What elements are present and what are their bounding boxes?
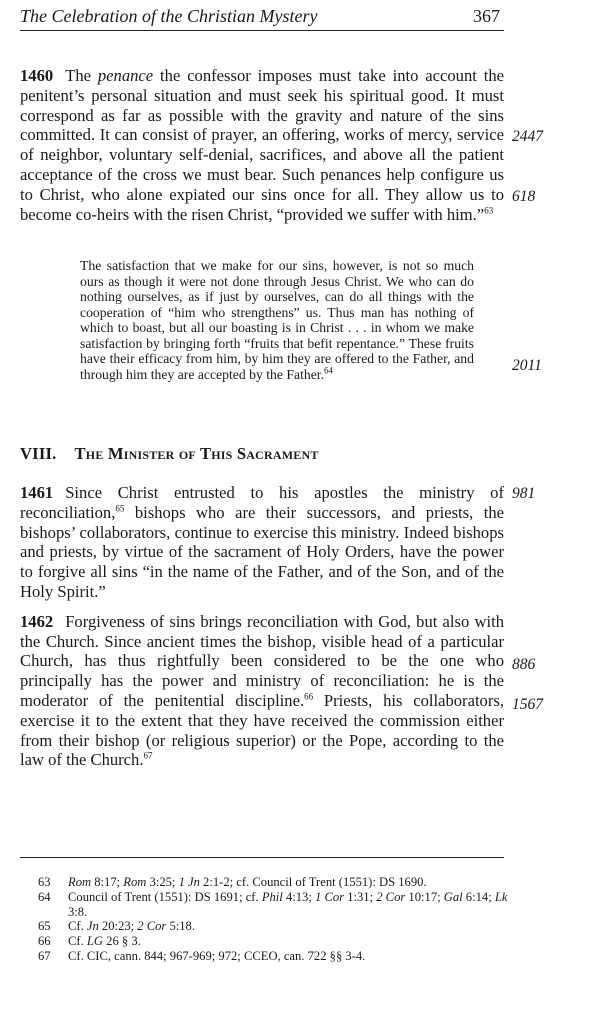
footnotes xyxy=(38,875,508,964)
margin-reference[interactable]: 2447 xyxy=(512,128,543,145)
footnote-number: 66 xyxy=(38,934,51,949)
section-heading xyxy=(20,444,319,464)
paragraph-number: 1461 xyxy=(20,483,54,502)
footnote-ref[interactable]: 63 xyxy=(484,205,494,216)
block-quote xyxy=(80,258,474,382)
footnote-ref[interactable]: 66 xyxy=(304,691,314,702)
paragraph-number: 1462 xyxy=(20,611,54,631)
footnote-number: 64 xyxy=(38,889,51,904)
paragraph-text: bishops who are their successors, and priests, the bishops’ collaborators, continue to exercise this ministry. Indeed bishops and priests, by virtue of the sacrament of Holy Orders, have the power to forgive all sins “in the name of the Father, and of the Son, and of the Holy Spirit.” xyxy=(20,502,504,601)
paragraph-1461 xyxy=(20,483,504,602)
header-title: The Celebration of the Christian Mystery xyxy=(20,6,318,26)
footnote xyxy=(38,890,508,920)
footnote-text: Cf. LG 26 § 3. xyxy=(68,934,141,949)
margin-reference[interactable]: 886 xyxy=(512,656,536,673)
main-text xyxy=(20,66,504,224)
footnote xyxy=(38,919,508,934)
footnote-number: 67 xyxy=(38,948,51,963)
paragraph-number: 1460 xyxy=(20,66,54,85)
paragraph-text: Forgiveness of sins brings reconciliation with God, but also with the Church. Since ancient times the bishop, visible head of a particular Church, has thus rightfully been considered to be the one who principally has the power and ministry of reconciliation: he is the moderator of the penitential discipline. xyxy=(20,611,504,710)
footnote-ref[interactable]: 64 xyxy=(324,364,334,375)
margin-reference[interactable]: 1567 xyxy=(512,696,543,713)
emphasis-penance: penance xyxy=(97,66,154,85)
paragraph-text: The xyxy=(65,66,98,85)
footnote xyxy=(38,934,508,949)
footnote-text: Cf. Jn 20:23; 2 Cor 5:18. xyxy=(68,919,195,934)
paragraph-1462 xyxy=(20,612,504,770)
paragraph-1460 xyxy=(20,66,504,224)
footnote-text: Rom 8:17; Rom 3:25; 1 Jn 2:1-2; cf. Council of Trent (1551): DS 1690. xyxy=(68,875,427,889)
footnote-number: 65 xyxy=(38,919,51,934)
running-header xyxy=(20,4,504,31)
margin-reference[interactable]: 2011 xyxy=(512,357,542,374)
paragraph-text: Since Christ entrusted to his apostles the ministry of reconciliation, xyxy=(20,483,504,522)
quote-text: The satisfaction that we make for our sins, however, is not so much ours as though it were not done through Jesus Christ. We who can do nothing ourselves, as if just by ourselves, can do all things with the cooperation of “him who strengthens” us. Thus man has nothing of which to boast, but all our boasting is in Christ . . . in whom we make satisfaction by bringing forth “fruits that befit repentance.” These fruits have their efficacy from him, by him they are offered to the Father, and through him they are accepted by the Father. xyxy=(80,258,474,382)
footnote-ref[interactable]: 67 xyxy=(143,750,153,761)
footnote xyxy=(38,875,508,890)
section-title: The Minister of This Sacrament xyxy=(74,444,319,463)
main-text-2 xyxy=(20,483,504,770)
paragraph-text: Priests, his collaborators, exercise it to the extent that they have received the commission either from their bishop (or religious superior) or the Pope, according to the law of the Church. xyxy=(20,690,504,770)
footnote-text: Council of Trent (1551): DS 1691; cf. Phil 4:13; 1 Cor 1:31; 2 Cor 10:17; Gal 6:14; Lk 3:8. xyxy=(68,889,508,919)
footnote-number: 63 xyxy=(38,875,51,889)
page-number: 367 xyxy=(473,6,500,26)
paragraph-text: the confessor imposes must take into account the penitent’s personal situation and must seek his spiritual good. It must correspond as far as possible with the gravity and nature of the sins committed. It can consist of prayer, an offering, works of mercy, service of neighbor, voluntary self-denial, sacrifices, and above all the patient acceptance of the cross we must bear. Such penances help configure us to Christ, who alone expiated our sins once for all. They allow us to become co-heirs with the risen Christ, “provided we suffer with him.” xyxy=(20,66,505,224)
section-numeral: VIII. xyxy=(20,444,57,463)
footnote-divider xyxy=(20,857,504,858)
footnote-ref[interactable]: 65 xyxy=(115,503,125,514)
footnote xyxy=(38,949,508,964)
margin-reference[interactable]: 981 xyxy=(512,485,536,502)
footnote-text: Cf. CIC, cann. 844; 967-969; 972; CCEO, can. 722 §§ 3-4. xyxy=(68,948,366,963)
margin-reference[interactable]: 618 xyxy=(512,188,536,205)
